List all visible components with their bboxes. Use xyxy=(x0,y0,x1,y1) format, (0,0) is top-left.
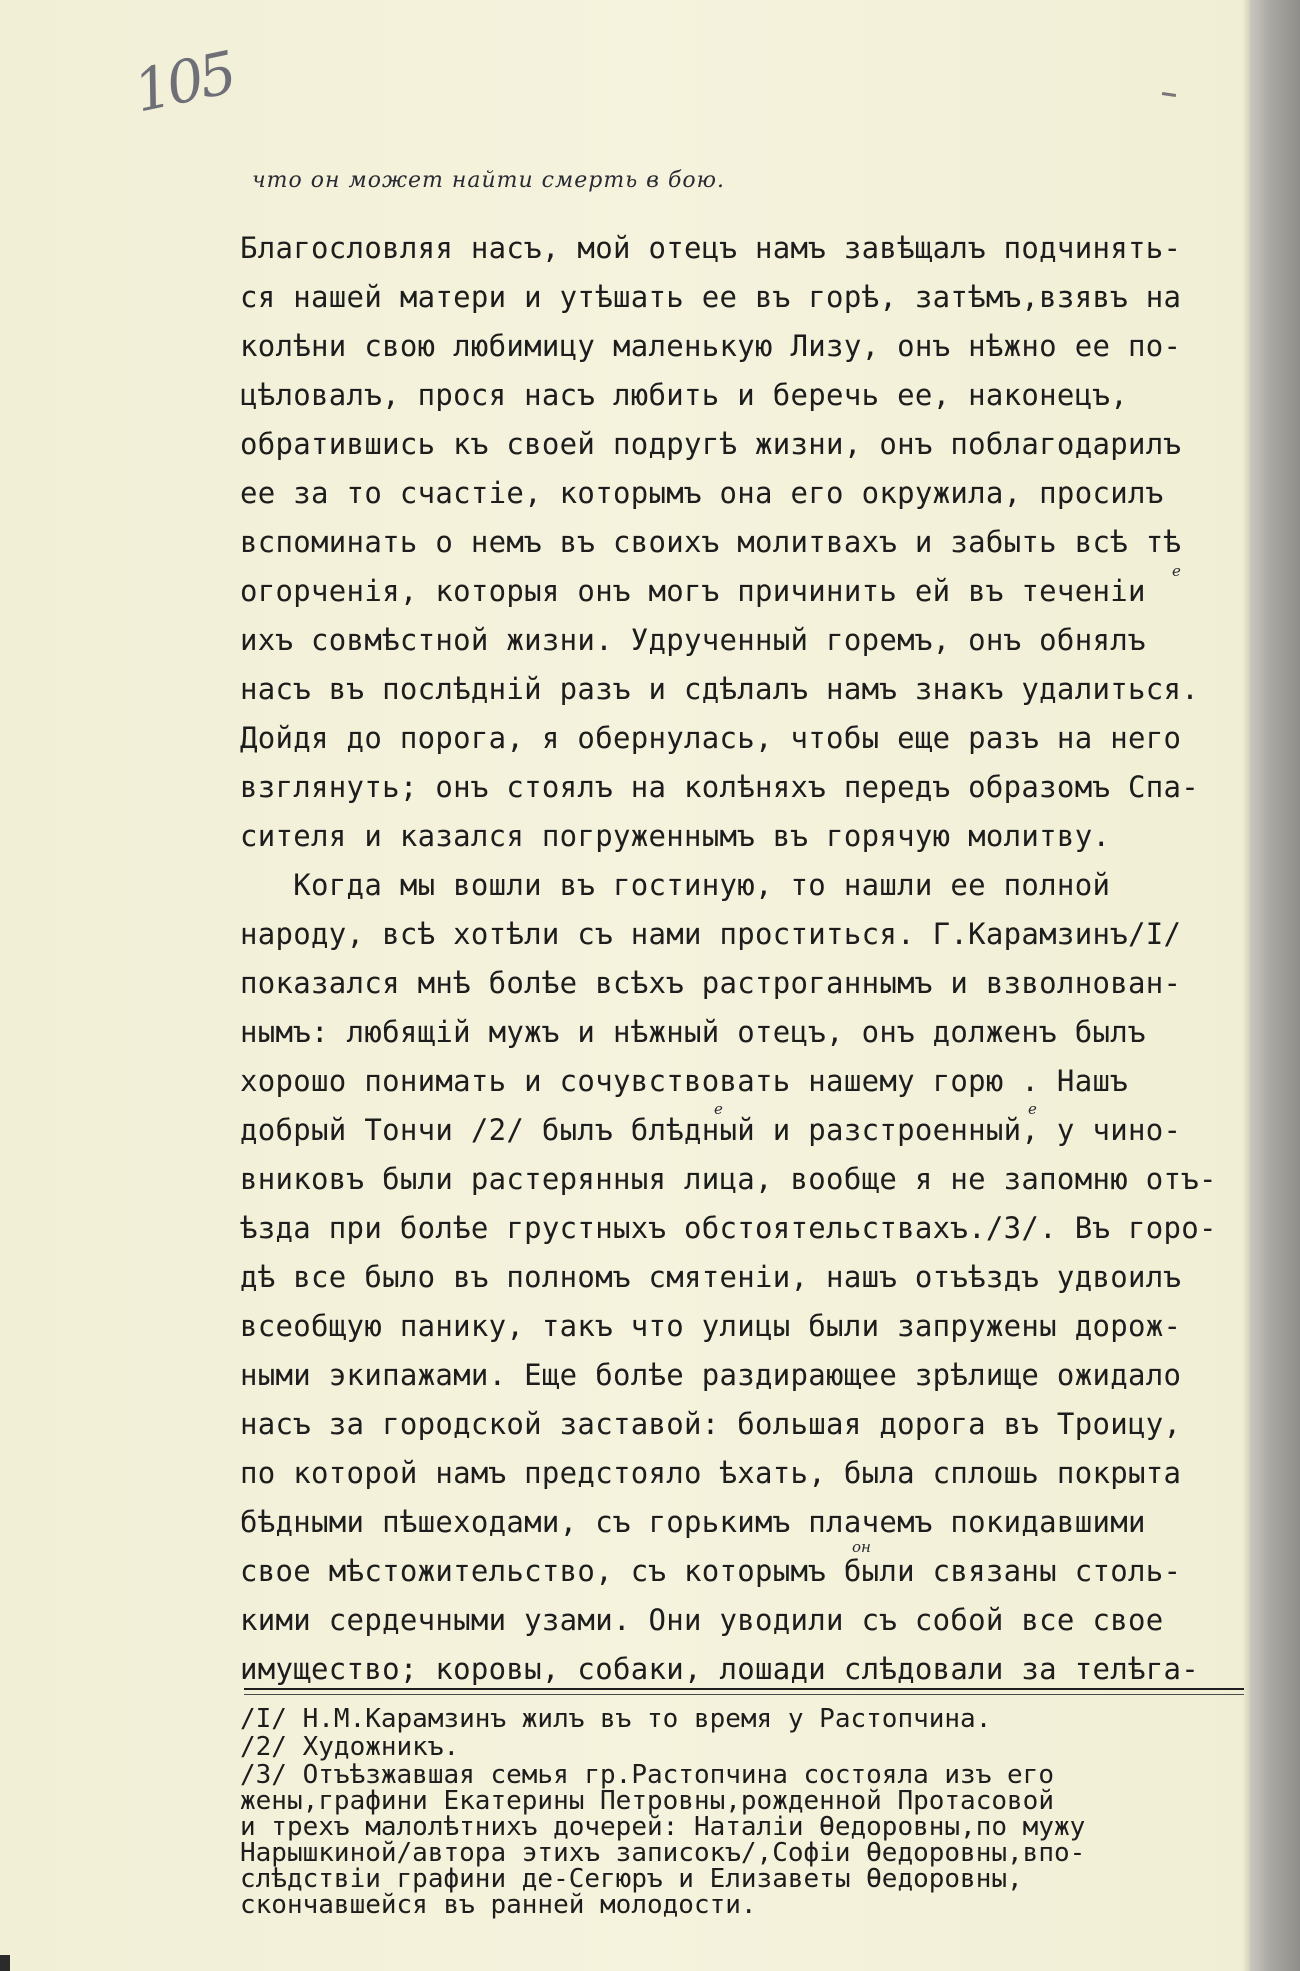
body-line: ся нашей матери и утѣшать ее въ горѣ, затѣмъ,взявъ на xyxy=(240,280,1182,314)
body-line: по которой намъ предстояло ѣхать, была сплошь покрыта xyxy=(240,1456,1182,1490)
handwritten-correction: он xyxy=(852,1538,871,1556)
body-line: народу, всѣ хотѣли съ нами проститься. Г.Карамзинъ/I/ xyxy=(240,917,1182,951)
body-line: дѣ все было въ полномъ смятеніи, нашъ отъѣздъ удвоилъ xyxy=(240,1260,1182,1294)
footnote-line: /2/ Художникъ. xyxy=(240,1732,460,1762)
footnote-line: скончавшейся въ ранней молодости. xyxy=(240,1890,757,1920)
footnote-line: слѣдствіи графини де-Сегюръ и Елизаветы Ѳедоровны, xyxy=(240,1864,1023,1894)
body-line: ными экипажами. Еще болѣе раздирающее зрѣлище ожидало xyxy=(240,1358,1182,1392)
handwritten-correction: е xyxy=(1028,1100,1037,1118)
footnote-line: жены,графини Екатерины Петровны,рожденной Протасовой xyxy=(240,1786,1054,1816)
body-line: кими сердечными узами. Они уводили съ собой все свое xyxy=(240,1603,1164,1637)
page-edge-shadow xyxy=(1242,0,1250,1971)
footnote-line: /I/ Н.М.Карамзинъ жилъ въ то время у Растопчина. xyxy=(240,1704,992,1734)
body-line: имущество; коровы, собаки, лошади слѣдовали за телѣга- xyxy=(240,1652,1200,1686)
body-line: обратившись къ своей подругѣ жизни, онъ поблагодарилъ xyxy=(240,427,1182,461)
binding-edge xyxy=(1250,0,1300,1971)
footnote-line: /3/ Отъѣзжавшая семья гр.Растопчина состояла изъ его xyxy=(240,1760,1054,1790)
body-line: нымъ: любящій мужъ и нѣжный отецъ, онъ долженъ былъ xyxy=(240,1015,1146,1049)
body-line: свое мѣстожительство, съ которымъ были связаны столь- xyxy=(240,1554,1182,1588)
body-line: Дойдя до порога, я обернулась, чтобы еще разъ на него xyxy=(240,721,1182,755)
scan-corner-mark xyxy=(0,1955,10,1971)
body-line: всеобщую панику, такъ что улицы были запружены дорож- xyxy=(240,1309,1182,1343)
handwritten-note: что он может найти смерть в бою. xyxy=(252,168,726,193)
handwritten-correction: е xyxy=(1172,562,1181,580)
handwritten-correction: е xyxy=(714,1100,723,1118)
body-line: хорошо понимать и сочувствовать нашему горю . Нашъ xyxy=(240,1064,1128,1098)
body-line: добрый Тончи /2/ былъ блѣдный и разстроенный, у чино- xyxy=(240,1113,1182,1147)
body-line: показался мнѣ болѣе всѣхъ растроганнымъ и взволнован- xyxy=(240,966,1182,1000)
ink-mark xyxy=(1162,92,1176,97)
body-line: колѣни свою любимицу маленькую Лизу, онъ нѣжно ее по- xyxy=(240,329,1182,363)
body-line: насъ въ послѣдній разъ и сдѣлалъ намъ знакъ удалиться. xyxy=(240,672,1200,706)
folio-number: 105 xyxy=(128,38,239,126)
footnote-divider xyxy=(244,1688,1244,1690)
footnote-line: и трехъ малолѣтнихъ дочерей: Наталіи Ѳедоровны,по мужу xyxy=(240,1812,1086,1842)
footnote-divider-secondary xyxy=(244,1694,1244,1695)
body-line: цѣловалъ, прося насъ любить и беречь ее, наконецъ, xyxy=(240,378,1128,412)
body-line: вспоминать о немъ въ своихъ молитвахъ и забыть всѣ тѣ xyxy=(240,525,1182,559)
body-line: насъ за городской заставой: большая дорога въ Троицу, xyxy=(240,1407,1182,1441)
body-line: ихъ совмѣстной жизни. Удрученный горемъ, онъ обнялъ xyxy=(240,623,1146,657)
body-line: Благословляя насъ, мой отецъ намъ завѣщалъ подчинять- xyxy=(240,231,1182,265)
body-line: вниковъ были растерянныя лица, вообще я не запомню отъ- xyxy=(240,1162,1217,1196)
footnote-line: Нарышкиной/автора этихъ записокъ/,Софіи Ѳедоровны,впо- xyxy=(240,1838,1086,1868)
body-line: сителя и казался погруженнымъ въ горячую молитву. xyxy=(240,819,1111,853)
body-line: огорченія, которыя онъ могъ причинить ей въ теченіи xyxy=(240,574,1146,608)
body-line: взглянуть; онъ стоялъ на колѣняхъ передъ образомъ Спа- xyxy=(240,770,1200,804)
body-line: ѣзда при болѣе грустныхъ обстоятельствахъ./3/. Въ горо- xyxy=(240,1211,1217,1245)
body-line: Когда мы вошли въ гостиную, то нашли ее полной xyxy=(240,868,1111,902)
body-line: ее за то счастіе, которымъ она его окружила, просилъ xyxy=(240,476,1164,510)
body-line: бѣдными пѣшеходами, съ горькимъ плачемъ покидавшими xyxy=(240,1505,1146,1539)
